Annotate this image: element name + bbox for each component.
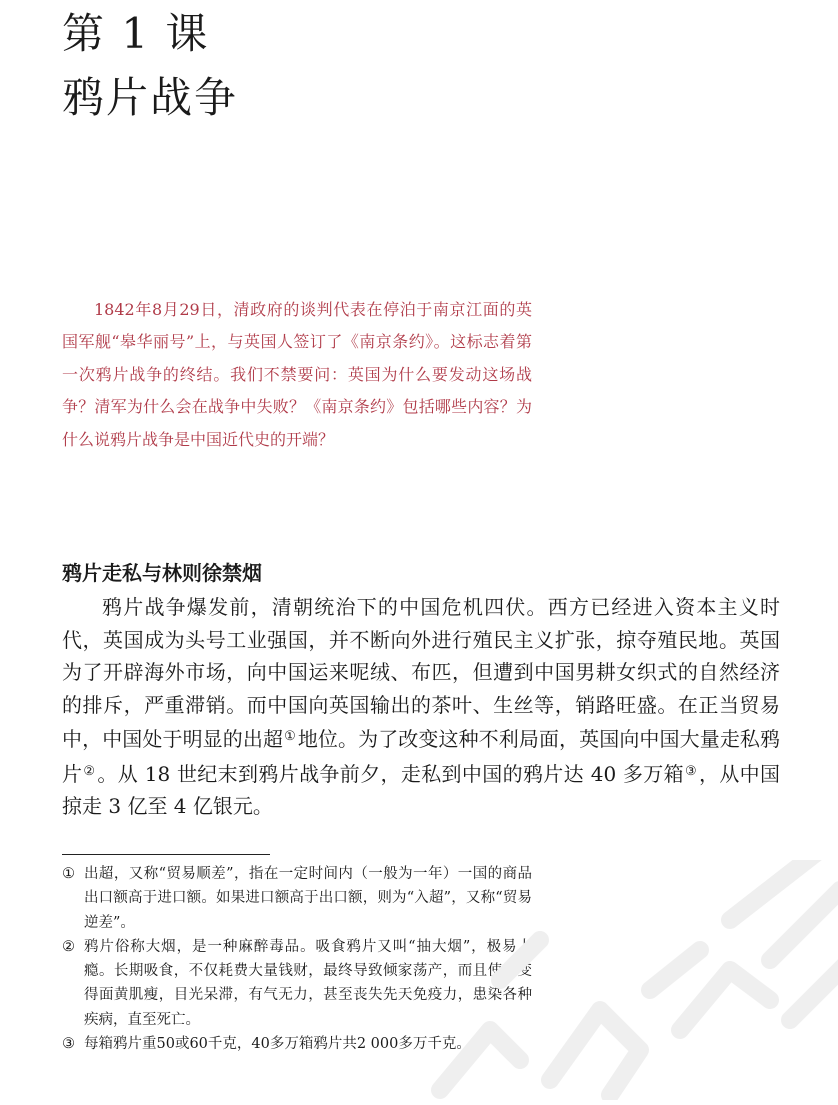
footnote-text: 鸦片俗称大烟，是一种麻醉毒品。吸食鸦片又叫“抽大烟”，极易上瘾。长期吸食，不仅耗费大量钱财，最终导致倾家荡产，而且使人变得面黄肌瘦，目光呆滞，有气无力，甚至丧失先天免疫力，患染各种疾病，直至死亡。 (84, 938, 532, 1028)
footnote-divider (62, 854, 270, 855)
body-text-part-1: 鸦片战争爆发前，清朝统治下的中国危机四伏。西方已经进入资本主义时代，英国成为头号工业强国，并不断向外进行殖民主义扩张，掠夺殖民地。英国为了开辟海外市场，向中国运来呢绒、布匹，但遭到中国男耕女织式的自然经济的排斥，严重滞销。而中国向英国输出的茶叶、生丝等，销路旺盛。在正当贸易中，中国处于明显的出超 (62, 595, 780, 751)
footnote-text: 每箱鸦片重50或60千克，40多万箱鸦片共2 000多万千克。 (84, 1036, 471, 1053)
body-paragraph (62, 591, 780, 823)
footnote-list (62, 862, 532, 1056)
body-text-part-2: 地位。为了改变这种不利局面，英国向中国大量走私鸦片 (62, 727, 781, 786)
body-text-part-3: 。从 18 世纪末到鸦片战争前夕，走私到中国的鸦片达 40 多万箱 (97, 761, 684, 786)
footnote-ref-3[interactable]: ③ (684, 763, 697, 779)
footnote-ref-2[interactable]: ② (83, 763, 96, 779)
section-heading: 鸦片走私与林则徐禁烟 (62, 561, 262, 585)
lesson-title (62, 2, 238, 130)
footnote-marker: ① (62, 866, 75, 882)
footnote-marker: ② (62, 938, 75, 955)
footnote-ref-1[interactable]: ① (284, 729, 296, 744)
body-text-part-4: ，从中国掠走 3 亿至 4 亿银元。 (62, 761, 781, 818)
footnote-3 (62, 1032, 532, 1056)
footnote-1 (62, 862, 532, 935)
intro-paragraph: 1842年8月29日，清政府的谈判代表在停泊于南京江面的英国军舰“皋华丽号”上，与英国人签订了《南京条约》。这标志着第一次鸦片战争的终结。我们不禁要问：英国为什么要发动这场战争？清军为什么会在战争中失败？《南京条约》包括哪些内容？为什么说鸦片战争是中国近代史的开端？ (62, 300, 532, 449)
lesson-number: 第 1 课 (62, 9, 210, 58)
footnote-marker: ③ (62, 1036, 75, 1053)
lesson-name: 鸦片战争 (62, 73, 239, 122)
footnote-text: 出超，又称“贸易顺差”，指在一定时间内（一般为一年）一国的商品出口额高于进口额。如果进口额高于出口额，则为“入超”，又称“贸易逆差”。 (84, 866, 532, 931)
footnote-2 (62, 935, 532, 1032)
